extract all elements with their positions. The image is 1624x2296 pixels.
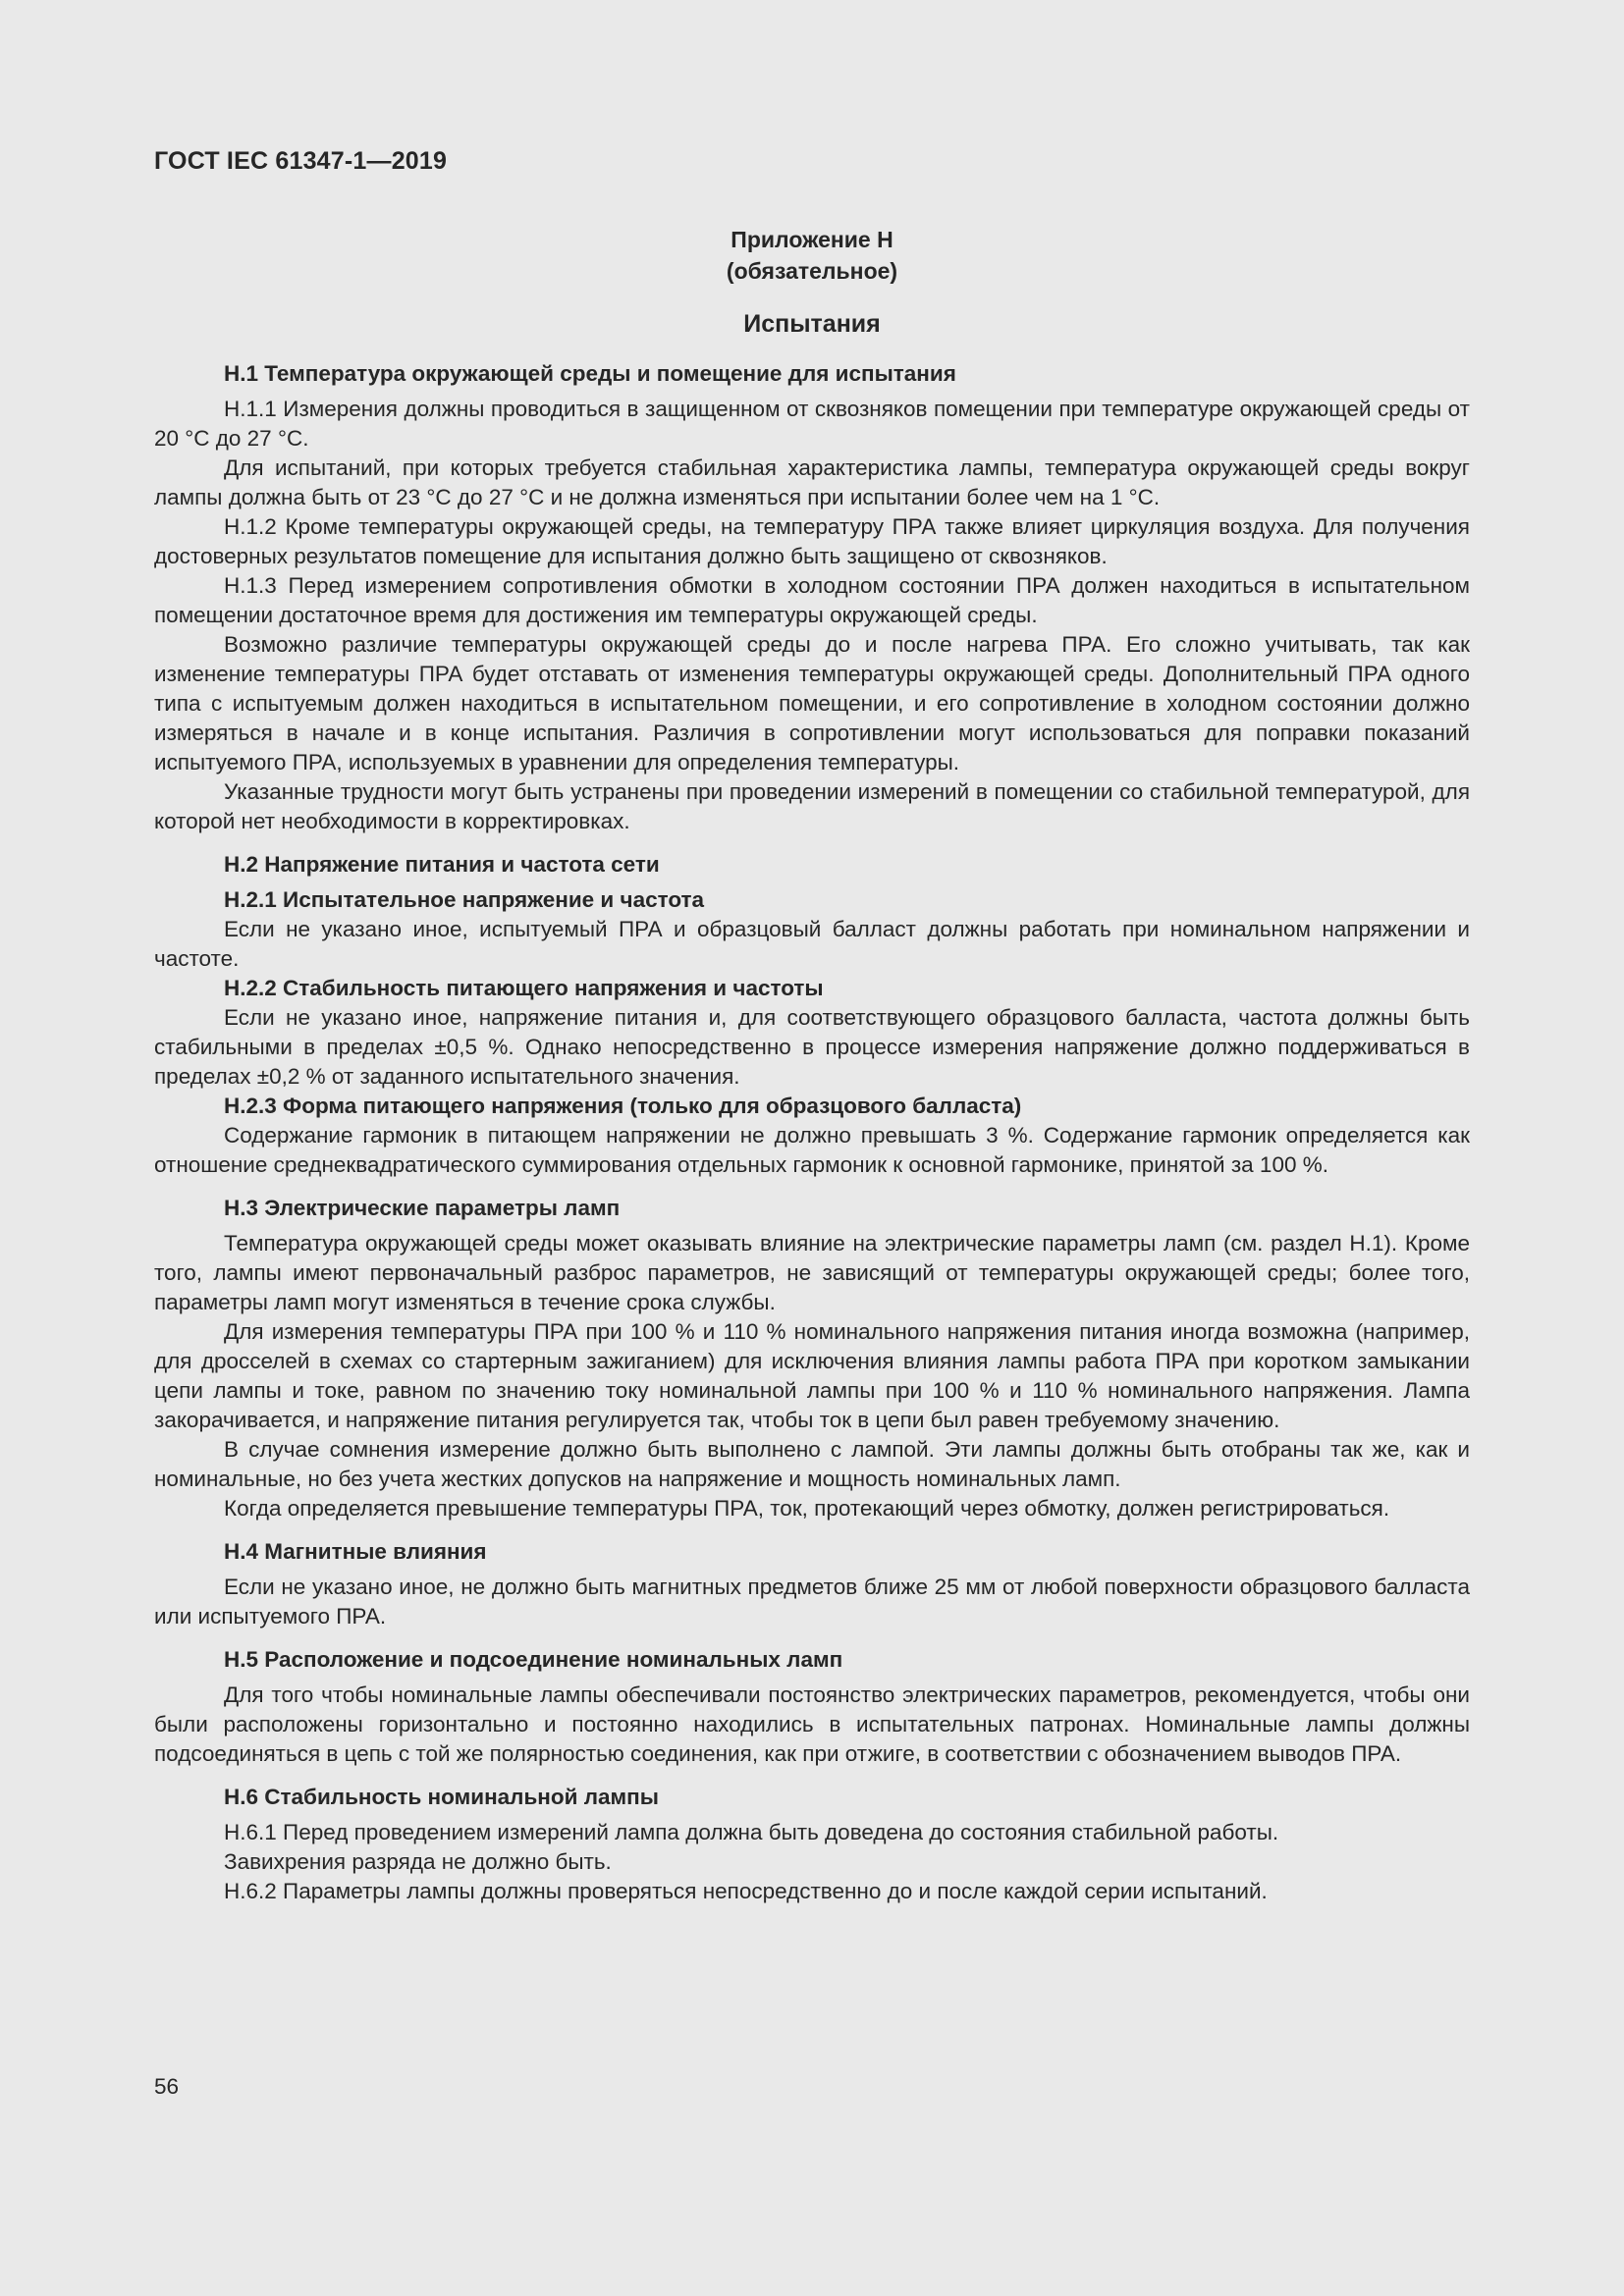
annex-title: Приложение Н: [731, 227, 893, 252]
document-body: [154, 224, 1470, 1906]
subsection-heading-h2-2: Н.2.2 Стабильность питающего напряжения и частоты: [224, 976, 824, 1000]
section-heading-h1: Н.1 Температура окружающей среды и помещение для испытания: [224, 361, 956, 386]
paragraph: Если не указано иное, напряжение питания и, для соответствующего образцового балласта, частота должны быть стабильными в пределах ±0,5 %. Однако непосредственно в процессе измерения напряжение должно поддерживаться в пределах ±0,2 % от заданного испытательного значения.: [154, 1005, 1470, 1089]
paragraph: Содержание гармоник в питающем напряжении не должно превышать 3 %. Содержание гармоник определяется как отношение среднеквадратического суммирования отдельных гармоник к основной гармонике, принятой за 100 %.: [154, 1123, 1470, 1177]
section-heading-h3: Н.3 Электрические параметры ламп: [224, 1196, 621, 1220]
paragraph: Когда определяется превышение температуры ПРА, ток, протекающий через обмотку, должен регистрироваться.: [224, 1496, 1390, 1521]
annex-status: (обязательное): [726, 258, 898, 284]
subsection-heading-h2-1: Н.2.1 Испытательное напряжение и частота: [224, 887, 705, 912]
subsection-heading-h2-3: Н.2.3 Форма питающего напряжения (только для образцового балласта): [224, 1094, 1022, 1118]
section-heading-h2: Н.2 Напряжение питания и частота сети: [224, 852, 660, 877]
paragraph: Для испытаний, при которых требуется стабильная характеристика лампы, температура окружающей среды вокруг лампы должна быть от 23 °C до 27 °C и не должна изменяться при испытании более чем на 1 °C.: [154, 455, 1470, 509]
paragraph: Для того чтобы номинальные лампы обеспечивали постоянство электрических параметров, рекомендуется, чтобы они были расположены горизонтально и постоянно находились в испытательных патронах. Номинальные лампы должны подсоединяться в цепь с той же полярностью соединения, как при отжиге, в соответствии с обозначением выводов ПРА.: [154, 1682, 1470, 1766]
page-number: 56: [154, 2074, 180, 2099]
paragraph: Указанные трудности могут быть устранены при проведении измерений в помещении со стабильной температурой, для которой нет необходимости в корректировках.: [154, 779, 1470, 833]
paragraph: Возможно различие температуры окружающей среды до и после нагрева ПРА. Его сложно учитывать, так как изменение температуры ПРА будет отставать от изменения температуры окружающей среды. Дополнительный ПРА одного типа с испытуемым должен находиться в испытательном помещении, и его сопротивление в холодном состоянии должно измеряться в начале и в конце испытания. Различия в сопротивлении могут использоваться для поправки показаний испытуемого ПРА, используемых в уравнении для определения температуры.: [154, 632, 1470, 774]
paragraph: Н.6.2 Параметры лампы должны проверяться непосредственно до и после каждой серии испытаний.: [224, 1879, 1268, 1903]
paragraph: Н.1.1 Измерения должны проводиться в защищенном от сквозняков помещении при температуре окружающей среды от 20 °C до 27 °C.: [154, 397, 1470, 451]
section-heading-h5: Н.5 Расположение и подсоединение номинальных ламп: [224, 1647, 843, 1672]
section-heading-h4: Н.4 Магнитные влияния: [224, 1539, 487, 1564]
document-header: ГОСТ IEC 61347-1—2019: [154, 147, 448, 175]
paragraph: В случае сомнения измерение должно быть выполнено с лампой. Эти лампы должны быть отобраны так же, как и номинальные, но без учета жестких допусков на напряжение и мощность номинальных ламп.: [154, 1437, 1470, 1491]
paragraph: Температура окружающей среды может оказывать влияние на электрические параметры ламп (см. раздел Н.1). Кроме того, лампы имеют первоначальный разброс параметров, не зависящий от температуры окружающей среды; более того, параметры ламп могут изменяться в течение срока службы.: [154, 1231, 1470, 1314]
paragraph: Н.6.1 Перед проведением измерений лампа должна быть доведена до состояния стабильной работы.: [224, 1820, 1279, 1844]
paragraph: Если не указано иное, испытуемый ПРА и образцовый балласт должны работать при номинальном напряжении и частоте.: [154, 917, 1470, 971]
paragraph: Завихрения разряда не должно быть.: [224, 1849, 612, 1874]
paragraph: Для измерения температуры ПРА при 100 % и 110 % номинального напряжения питания иногда возможна (например, для дросселей в схемах со стартерным зажиганием) для исключения влияния лампы работа ПРА при коротком замыкании цепи лампы и токе, равном по значению току номинальной лампы при 100 % и 110 % номинального напряжения. Лампа закорачивается, и напряжение питания регулируется так, чтобы ток в цепи был равен требуемому значению.: [154, 1319, 1470, 1432]
paragraph: Н.1.2 Кроме температуры окружающей среды, на температуру ПРА также влияет циркуляция воздуха. Для получения достоверных результатов помещение для испытания должно быть защищено от сквозняков.: [154, 514, 1470, 568]
annex-name: Испытания: [743, 310, 881, 338]
paragraph: Если не указано иное, не должно быть магнитных предметов ближе 25 мм от любой поверхности образцового балласта или испытуемого ПРА.: [154, 1575, 1470, 1629]
paragraph: Н.1.3 Перед измерением сопротивления обмотки в холодном состоянии ПРА должен находиться в испытательном помещении достаточное время для достижения им температуры окружающей среды.: [154, 573, 1470, 627]
section-heading-h6: Н.6 Стабильность номинальной лампы: [224, 1785, 659, 1809]
